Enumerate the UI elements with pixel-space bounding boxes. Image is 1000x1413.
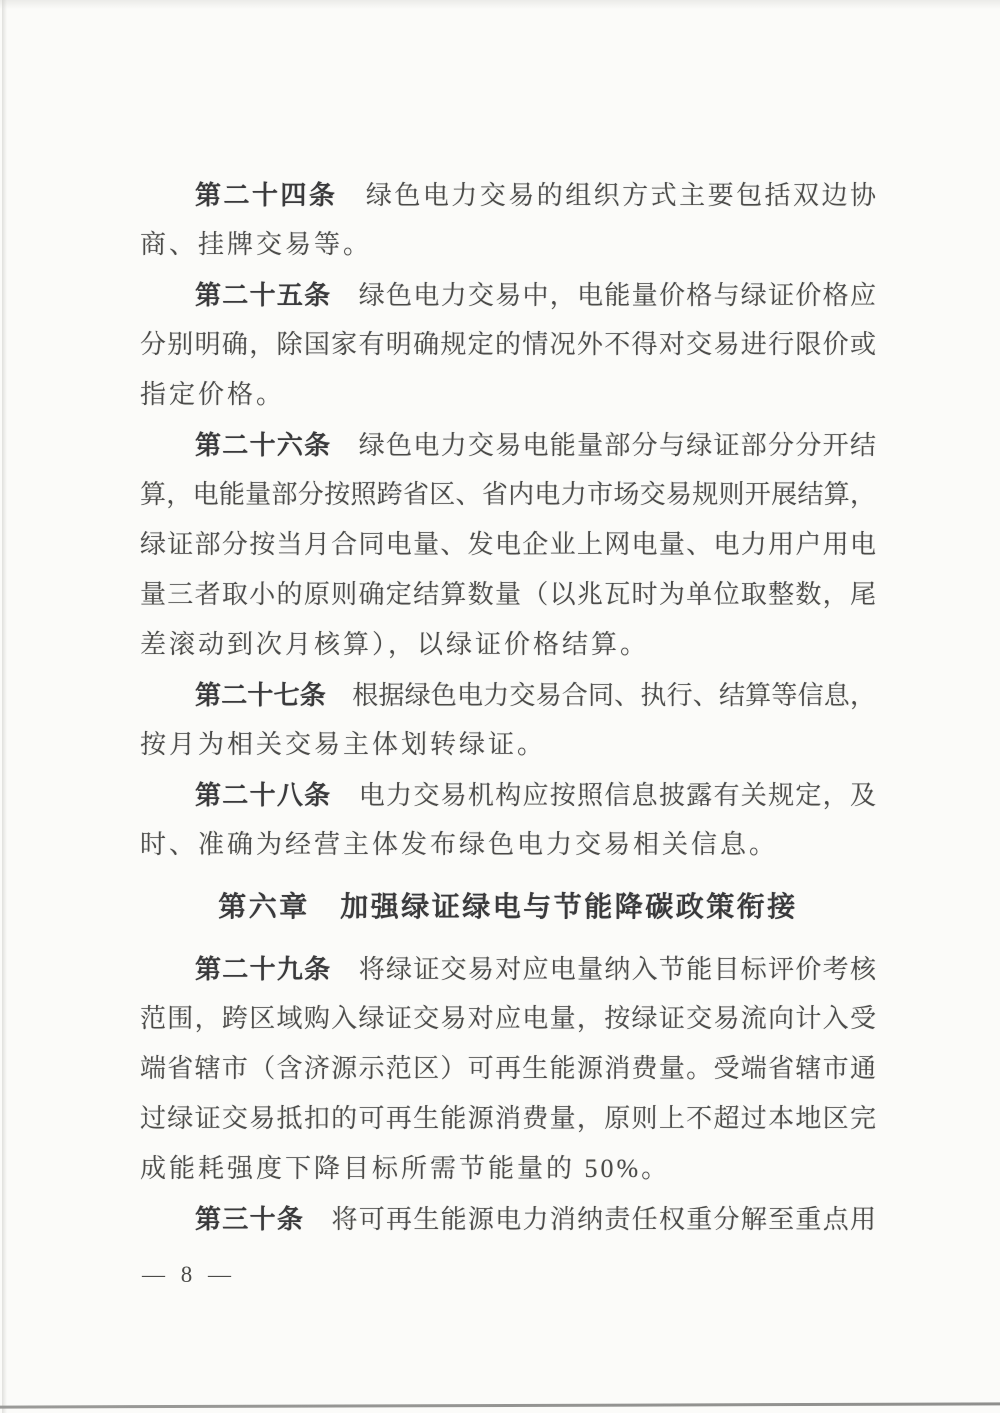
article-number-label: 第二十五条 — [195, 280, 332, 310]
article-number-label: 第二十七条 — [195, 680, 326, 710]
body-line: 商、挂牌交易等。 — [140, 230, 373, 259]
article-first-line — [140, 270, 876, 320]
article-first-line — [140, 420, 876, 470]
article-number-label: 第三十条 — [195, 1204, 305, 1234]
body-line: 绿证部分按当月合同电量、发电企业上网电量、电力用户用电 — [140, 530, 876, 559]
article-first-line — [140, 944, 876, 994]
article-number-label: 第二十八条 — [195, 780, 332, 810]
article-line-text: 将可再生能源电力消纳责任权重分解至重点用 — [304, 1205, 876, 1234]
chapter-heading: 第六章 加强绿证绿电与节能降碳政策衔接 — [218, 891, 798, 922]
page-number: — 8 — — [142, 1262, 234, 1287]
scan-edge-left — [2, 0, 7, 1413]
body-line: 分别明确，除国家有明确规定的情况外不得对交易进行限价或 — [140, 330, 876, 359]
body-line: 过绿证交易抵扣的可再生能源消费量，原则上不超过本地区完 — [140, 1104, 876, 1133]
article-line-text: 电力交易机构应按照信息披露有关规定，及 — [331, 781, 876, 810]
article-first-line — [140, 770, 876, 820]
scan-noise-top — [0, 0, 1000, 9]
article-line-text: 将绿证交易对应电量纳入节能目标评价考核 — [331, 955, 876, 984]
body-line: 范围，跨区域购入绿证交易对应电量，按绿证交易流向计入受 — [140, 1004, 876, 1033]
article-number-label: 第二十四条 — [195, 180, 338, 210]
article-first-line — [140, 1194, 876, 1244]
article-line-text: 绿色电力交易的组织方式主要包括双边协 — [337, 181, 876, 210]
body-line: 成能耗强度下降目标所需节能量的 50%。 — [140, 1154, 671, 1183]
body-line: 量三者取小的原则确定结算数量（以兆瓦时为单位取整数，尾 — [140, 580, 876, 609]
body-line: 指定价格。 — [140, 380, 286, 409]
article-first-line — [140, 170, 876, 220]
body-line: 算，电能量部分按照跨省区、省内电力市场交易规则开展结算， — [140, 480, 876, 509]
article-first-line — [140, 670, 876, 720]
article-line-text: 根据绿色电力交易合同、执行、结算等信息， — [326, 681, 876, 710]
scan-edge-bottom — [0, 1402, 1000, 1408]
body-line: 端省辖市（含济源示范区）可再生能源消费量。受端省辖市通 — [140, 1054, 876, 1083]
article-line-text: 绿色电力交易电能量部分与绿证部分分开结 — [331, 431, 876, 460]
body-line: 时、准确为经营主体发布绿色电力交易相关信息。 — [140, 830, 779, 859]
body-line: 差滚动到次月核算），以绿证价格结算。 — [140, 630, 650, 659]
article-number-label: 第二十六条 — [195, 430, 332, 460]
document-body — [140, 170, 876, 1244]
body-line: 按月为相关交易主体划转绿证。 — [140, 730, 547, 759]
article-line-text: 绿色电力交易中，电能量价格与绿证价格应 — [331, 281, 876, 310]
article-number-label: 第二十九条 — [195, 954, 332, 984]
